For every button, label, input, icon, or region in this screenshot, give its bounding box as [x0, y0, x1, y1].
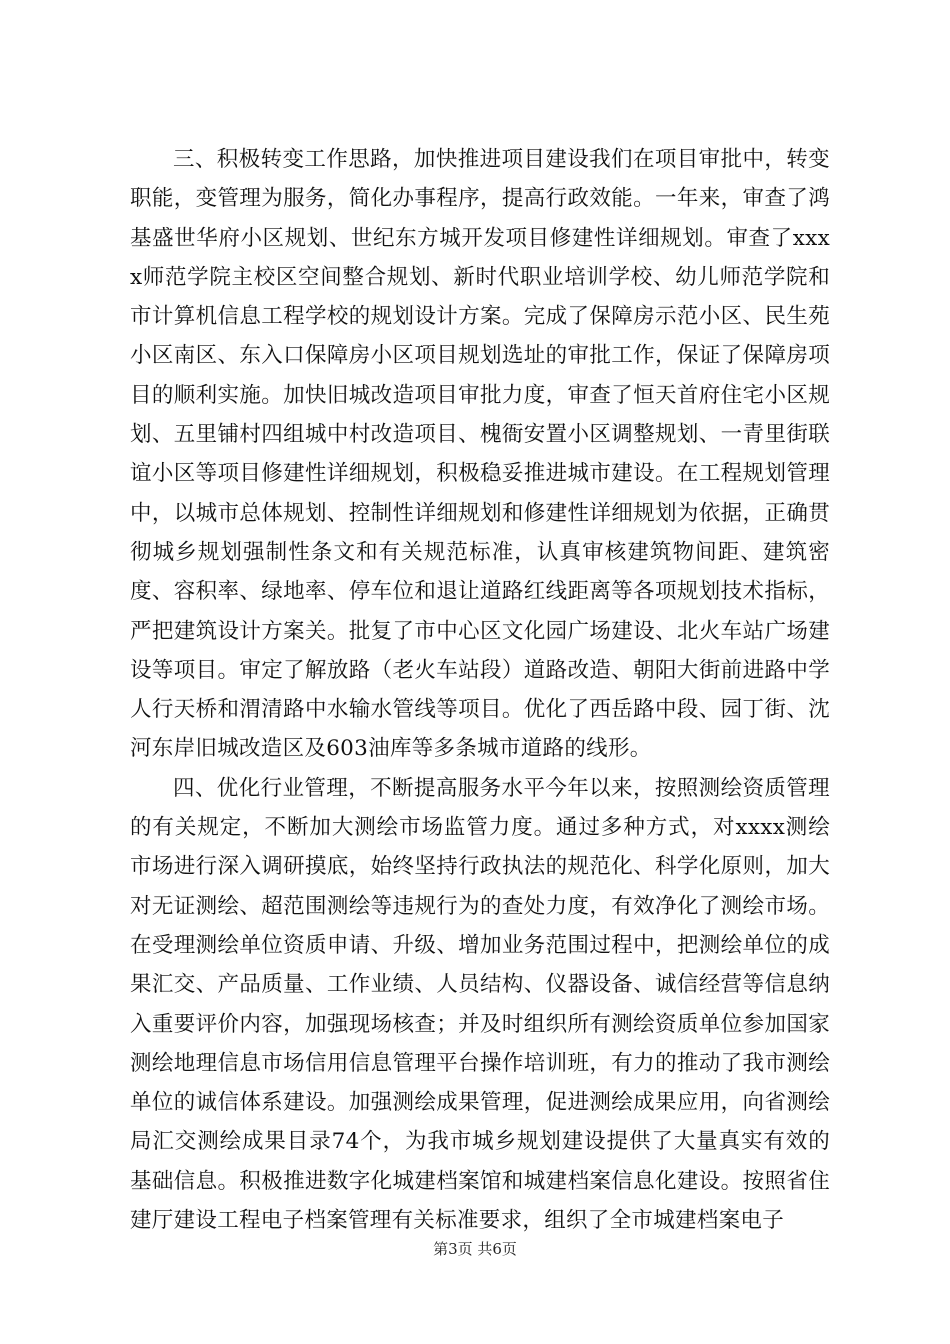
paragraph-section-three: 三、积极转变工作思路，加快推进项目建设我们在项目审批中，转变职能，变管理为服务，简化办事程序，提高行政效能。一年来，审查了鸿基盛世华府小区规划、世纪东方城开发项目修建性详细规划。审查了xxxx师范学院主校区空间整合规划、新时代职业培训学校、幼儿师范学院和市计算机信息工程学校的规划设计方案。完成了保障房示范小区、民生苑小区南区、东入口保障房小区项目规划选址的审批工作，保证了保障房项目的顺利实施。加快旧城改造项目审批力度，审查了恒天首府住宅小区规划、五里铺村四组城中村改造项目、槐衙安置小区调整规划、一青里街联谊小区等项目修建性详细规划，积极稳妥推进城市建设。在工程规划管理中，以城市总体规划、控制性详细规划和修建性详细规划为依据，正确贯彻城乡规划强制性条文和有关规范标准，认真审核建筑物间距、建筑密度、容积率、绿地率、停车位和退让道路红线距离等各项规划技术指标，严把建筑设计方案关。批复了市中心区文化园广场建设、北火车站广场建设等项目。审定了解放路（老火车站段）道路改造、朝阳大街前进路中学人行天桥和渭清路中水输水管线等项目。优化了西岳路中段、园丁街、沈河东岸旧城改造区及603油库等多条城市道路的线形。: [130, 147, 830, 762]
document-body: [130, 140, 830, 1240]
page-number-label: 第3页 共6页: [433, 1240, 517, 1258]
page-footer: [0, 1238, 950, 1259]
paragraph-section-four: 四、优化行业管理，不断提高服务水平今年以来，按照测绘资质管理的有关规定，不断加大测绘市场监管力度。通过多种方式，对xxxx测绘市场进行深入调研摸底，始终坚持行政执法的规范化、科学化原则，加大对无证测绘、超范围测绘等违规行为的查处力度，有效净化了测绘市场。在受理测绘单位资质申请、升级、增加业务范围过程中，把测绘单位的成果汇交、产品质量、工作业绩、人员结构、仪器设备、诚信经营等信息纳入重要评价内容，加强现场核查；并及时组织所有测绘资质单位参加国家测绘地理信息市场信用信息管理平台操作培训班，有力的推动了我市测绘单位的诚信体系建设。加强测绘成果管理，促进测绘成果应用，向省测绘局汇交测绘成果目录74个，为我市城乡规划建设提供了大量真实有效的基础信息。积极推进数字化城建档案馆和城建档案信息化建设。按照省住建厅建设工程电子档案管理有关标准要求，组织了全市城建档案电子: [130, 775, 830, 1234]
